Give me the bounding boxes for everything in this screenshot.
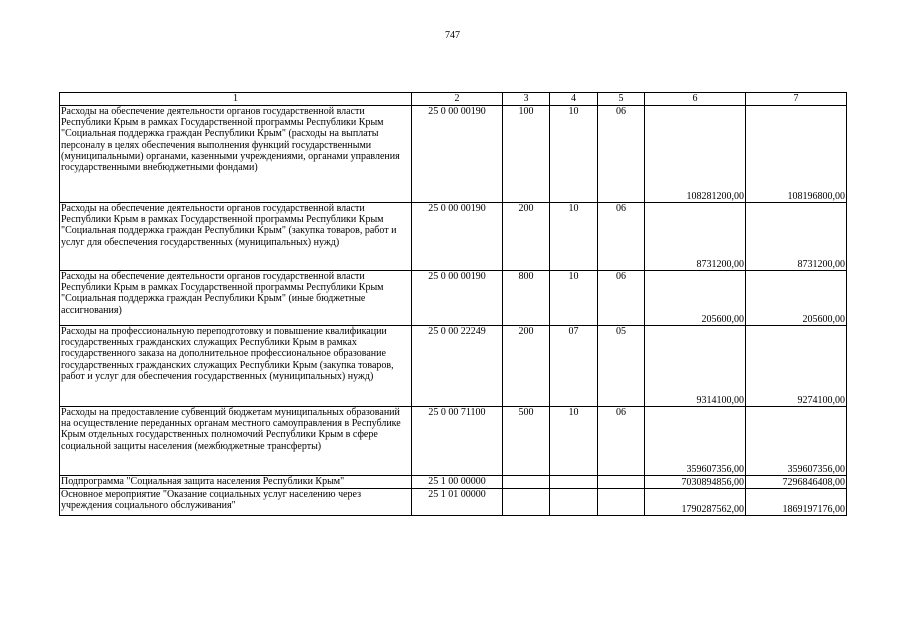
target-article-code: 25 1 00 00000 <box>412 476 503 489</box>
table-row <box>60 407 847 476</box>
table-row <box>60 476 847 489</box>
row-name: Основное мероприятие "Оказание социальных услуг населению через учреждения социального обслуживания" <box>60 489 412 516</box>
amount-col7: 7296846408,00 <box>746 476 847 489</box>
expense-type-code: 500 <box>503 407 550 476</box>
row-name: Расходы на обеспечение деятельности органов государственной власти Республики Крым в рамках Государственной программы Республики Крым "Социальная поддержка граждан Республики Крым" (расходы на выплаты персоналу в целях обеспечения выполнения функций государственными (муниципальными) органами, казенными учреждениями, органами управления государственными внебюджетными фондами) <box>60 106 412 203</box>
budget-table <box>59 92 847 516</box>
column-header: 5 <box>598 93 645 106</box>
amount-col7: 205600,00 <box>746 271 847 326</box>
expense-type-code: 200 <box>503 326 550 407</box>
section-code <box>550 476 598 489</box>
amount-col7: 359607356,00 <box>746 407 847 476</box>
expense-type-code: 100 <box>503 106 550 203</box>
amount-col6: 9314100,00 <box>645 326 746 407</box>
section-code: 07 <box>550 326 598 407</box>
amount-col6: 8731200,00 <box>645 203 746 271</box>
header-row <box>60 93 847 106</box>
amount-col7: 108196800,00 <box>746 106 847 203</box>
amount-col7: 1869197176,00 <box>746 489 847 516</box>
table-row <box>60 203 847 271</box>
subsection-code <box>598 476 645 489</box>
target-article-code: 25 0 00 00190 <box>412 106 503 203</box>
amount-col7: 9274100,00 <box>746 326 847 407</box>
row-name: Расходы на профессиональную переподготовку и повышение квалификации государственных гражданских служащих Республики Крым в рамках государственного заказа на дополнительное профессиональное образование государственных гражданских служащих Республики Крым (закупка товаров, работ и услуг для обеспечения государственных (муниципальных) нужд) <box>60 326 412 407</box>
subsection-code: 05 <box>598 326 645 407</box>
amount-col6: 7030894856,00 <box>645 476 746 489</box>
section-code: 10 <box>550 271 598 326</box>
expense-type-code: 800 <box>503 271 550 326</box>
subsection-code: 06 <box>598 407 645 476</box>
column-header: 3 <box>503 93 550 106</box>
row-name: Расходы на обеспечение деятельности органов государственной власти Республики Крым в рамках Государственной программы Республики Крым "Социальная поддержка граждан Республики Крым" (закупка товаров, работ и услуг для обеспечения государственных (муниципальных) нужд) <box>60 203 412 271</box>
column-header: 7 <box>746 93 847 106</box>
subsection-code: 06 <box>598 271 645 326</box>
row-name: Подпрограмма "Социальная защита населения Республики Крым" <box>60 476 412 489</box>
target-article-code: 25 0 00 22249 <box>412 326 503 407</box>
subsection-code: 06 <box>598 203 645 271</box>
row-name: Расходы на предоставление субвенций бюджетам муниципальных образований на осуществление переданных органам местного самоуправления в Республике Крым отдельных государственных полномочий Республики Крым в сфере социальной защиты населения (межбюджетные трансферты) <box>60 407 412 476</box>
amount-col6: 1790287562,00 <box>645 489 746 516</box>
section-code: 10 <box>550 203 598 271</box>
amount-col6: 359607356,00 <box>645 407 746 476</box>
amount-col6: 205600,00 <box>645 271 746 326</box>
section-code <box>550 489 598 516</box>
target-article-code: 25 0 00 71100 <box>412 407 503 476</box>
expense-type-code: 200 <box>503 203 550 271</box>
column-header: 6 <box>645 93 746 106</box>
amount-col6: 108281200,00 <box>645 106 746 203</box>
subsection-code: 06 <box>598 106 645 203</box>
expense-type-code <box>503 476 550 489</box>
column-header: 1 <box>60 93 412 106</box>
section-code: 10 <box>550 106 598 203</box>
table-row <box>60 326 847 407</box>
table-row <box>60 271 847 326</box>
target-article-code: 25 0 00 00190 <box>412 271 503 326</box>
table-row <box>60 489 847 516</box>
row-name: Расходы на обеспечение деятельности органов государственной власти Республики Крым в рамках Государственной программы Республики Крым "Социальная поддержка граждан Республики Крым" (иные бюджетные ассигнования) <box>60 271 412 326</box>
table-row <box>60 106 847 203</box>
expense-type-code <box>503 489 550 516</box>
subsection-code <box>598 489 645 516</box>
target-article-code: 25 1 01 00000 <box>412 489 503 516</box>
page-number: 747 <box>445 30 460 41</box>
column-header: 4 <box>550 93 598 106</box>
amount-col7: 8731200,00 <box>746 203 847 271</box>
section-code: 10 <box>550 407 598 476</box>
column-header: 2 <box>412 93 503 106</box>
target-article-code: 25 0 00 00190 <box>412 203 503 271</box>
